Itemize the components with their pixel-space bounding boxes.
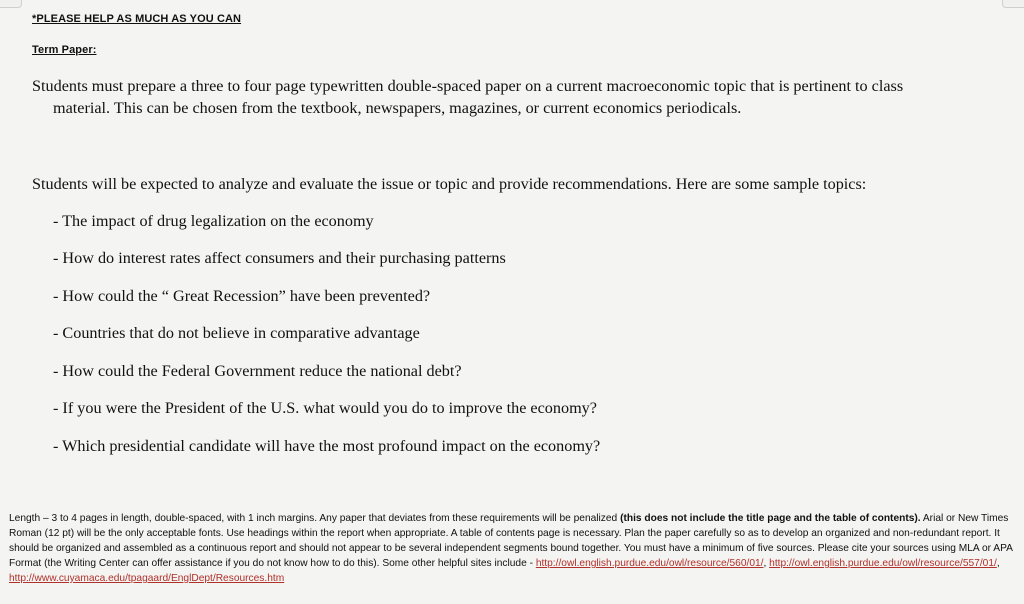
link-separator: ,: [763, 558, 770, 569]
topic-item: - If you were the President of the U.S. what would you do to improve the economy?: [53, 399, 597, 417]
link-trailing: ,: [996, 558, 1000, 569]
expectation-text: Students will be expected to analyze and evaluate the issue or topic and provide recommendations. Here are some sample topics:: [32, 175, 867, 193]
topic-item: - How do interest rates affect consumers and their purchasing patterns: [53, 249, 506, 267]
topic-item: - Countries that do not believe in comparative advantage: [53, 324, 420, 342]
requirements-text-b: Arial or New Times Roman (12 pt) will be the only acceptable fonts. Use headings within the report when appropriate. A table of contents page is necessary. Plan the paper carefully so as to develop an organized and non-redundant report. It should be organized and assembled as a continuous report and should not appear to be several independent segments bound together. You must have a minimum of five sources. Please cite your sources using MLA or APA Format (the Writing Center can offer assistance if you do not know how to do this). Some other helpful sites include -: [9, 513, 1013, 569]
intro-line-1: Students must prepare a three to four page typewritten double-spaced paper on a current macroeconomic topic that is pertinent to class: [32, 77, 904, 95]
help-notice: *PLEASE HELP AS MUCH AS YOU CAN: [32, 13, 242, 25]
requirements-paragraph: [9, 511, 1017, 586]
requirements-text-a: Length – 3 to 4 pages in length, double-spaced, with 1 inch margins. Any paper that deviates from these requirements will be penalized: [9, 513, 621, 524]
term-paper-title: Term Paper:: [32, 44, 97, 56]
window-corner-left: [0, 0, 22, 8]
topic-item: - Which presidential candidate will have the most profound impact on the economy?: [53, 437, 601, 455]
topic-item: - The impact of drug legalization on the economy: [53, 212, 374, 230]
owl-purdue-link-557[interactable]: http://owl.english.purdue.edu/owl/resource/557/01/: [769, 558, 997, 569]
requirements-bold-note: (this does not include the title page and the table of contents).: [620, 513, 921, 524]
cuyamaca-resources-link[interactable]: http://www.cuyamaca.edu/tpagaard/EnglDept/Resources.htm: [9, 573, 285, 584]
topic-item: - How could the Federal Government reduce the national debt?: [53, 362, 462, 380]
intro-line-2: material. This can be chosen from the textbook, newspapers, magazines, or current economics periodicals.: [53, 99, 742, 117]
window-corner-right: [1002, 0, 1024, 8]
owl-purdue-link-560[interactable]: http://owl.english.purdue.edu/owl/resource/560/01/: [535, 558, 764, 569]
topic-item: - How could the “ Great Recession” have been prevented?: [53, 287, 431, 305]
